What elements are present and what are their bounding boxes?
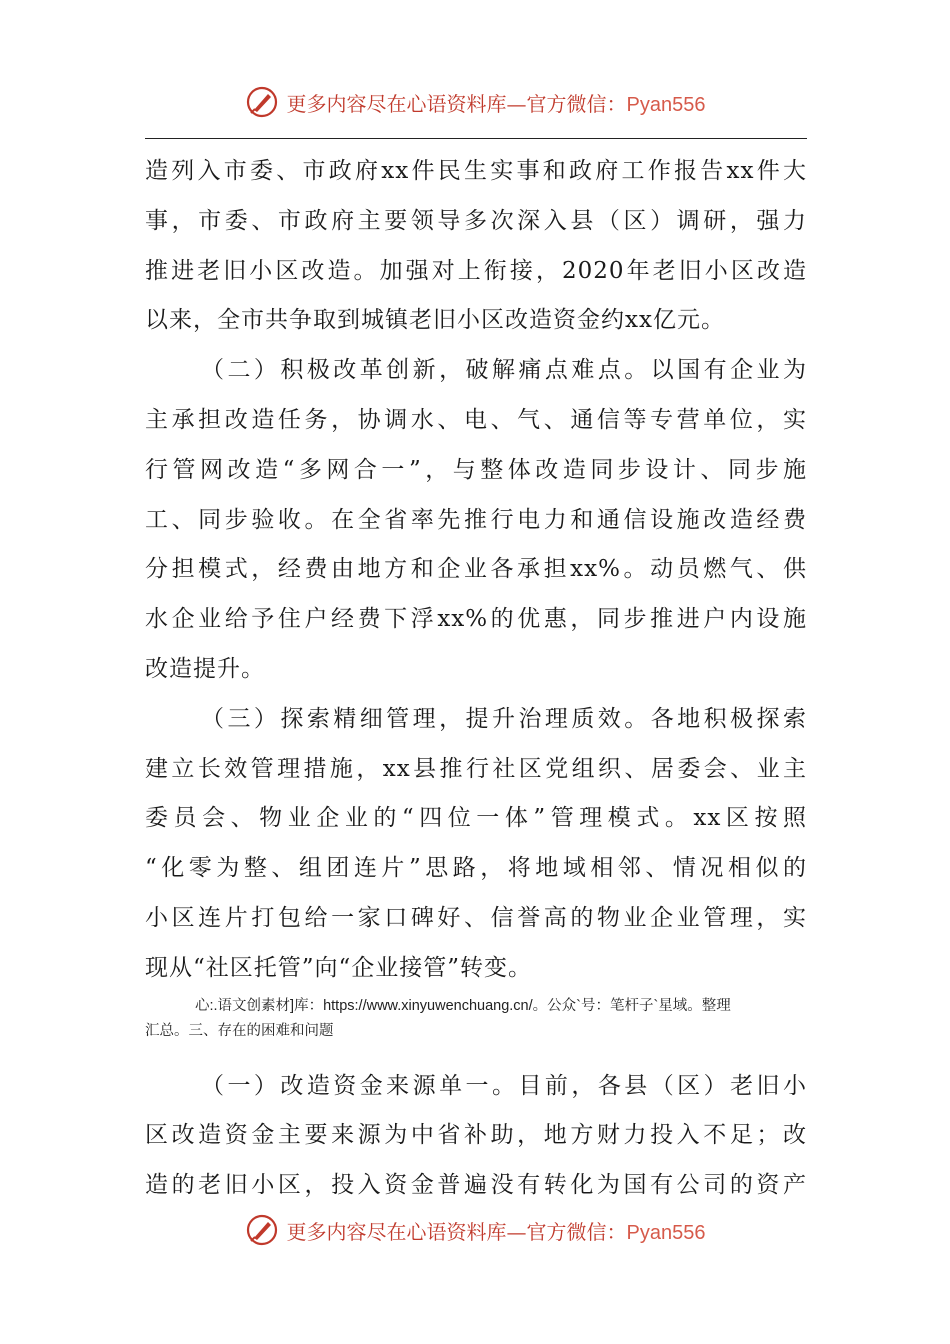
banner-wechat-id: Pyan556 — [626, 93, 706, 116]
text-line: 造列入市委、市政府xx件民生实事和政府工作报告xx件大 — [145, 158, 807, 184]
text-line: 小区连片打包给一家口碑好、信誉高的物业企业管理，实 — [145, 904, 807, 931]
header-rule — [145, 138, 807, 139]
text-line: “化零为整、组团连片”思路，将地域相邻、情况相似的 — [145, 855, 807, 882]
text-line: 工、同步验收。在全省率先推行电力和通信设施改造经费 — [145, 506, 807, 533]
pen-circle-logo-icon — [245, 85, 279, 119]
text-line: （二）积极改革创新，破解痛点难点。以国有企业为 — [201, 357, 807, 384]
text-line: 事，市委、市政府主要领导多次深入县（区）调研，强力 — [145, 207, 807, 234]
banner-wechat-text: 官方微信： — [526, 1219, 627, 1244]
banner-main-text: 更多内容尽在心语资料库 — [286, 91, 507, 116]
text-line: （一）改造资金来源单一。目前，各县（区）老旧小 — [201, 1072, 807, 1099]
paragraphs-after-note — [145, 1062, 807, 1211]
pen-circle-logo-icon — [245, 1213, 279, 1247]
header-banner — [0, 80, 950, 124]
text-line: 行管网改造“多网合一”，与整体改造同步设计、同步施 — [145, 456, 807, 483]
text-line: 推进老旧小区改造。加强对上衔接，2020年老旧小区改造 — [145, 257, 807, 284]
text-line: （三）探索精细管理，提升治理质效。各地积极探索 — [201, 705, 807, 732]
text-line: 分担模式，经费由地方和企业各承担xx%。动员燃气、供 — [145, 556, 807, 583]
banner-wechat-text: 官方微信： — [526, 91, 627, 116]
document-body — [145, 147, 807, 1211]
text-line: 主承担改造任务，协调水、电、气、通信等专营单位，实 — [145, 406, 807, 433]
banner-dash: — — [506, 91, 527, 116]
paragraphs-before-note — [145, 147, 807, 994]
text-line: 建立长效管理措施，xx县推行社区党组织、居委会、业主 — [145, 755, 807, 782]
source-note-line-2: 汇总。三、存在的困难和问题 — [145, 1022, 334, 1039]
text-line: 改造提升。 — [145, 655, 265, 682]
text-line: 区改造资金主要来源为中省补助，地方财力投入不足；改 — [145, 1122, 807, 1149]
text-line: 水企业给予住户经费下浮xx%的优惠，同步推进户内设施 — [145, 606, 807, 633]
footer-banner — [0, 1208, 950, 1252]
text-line: 现从“社区托管”向“企业接管”转变。 — [145, 954, 533, 981]
text-line: 造的老旧小区，投入资金普遍没有转化为国有公司的资产 — [145, 1172, 807, 1199]
text-line: 委员会、物业企业的“四位一体”管理模式。xx区按照 — [145, 805, 807, 832]
banner-main-text: 更多内容尽在心语资料库 — [286, 1219, 507, 1244]
text-line: 以来，全市共争取到城镇老旧小区改造资金约xx亿元。 — [145, 307, 725, 334]
banner-wechat-id: Pyan556 — [626, 1221, 706, 1244]
source-note-line-1: 心:.语文创素材]库：https://www.xinyuwenchuang.cn/。公众`号：笔杆子`星域。整理 — [195, 997, 731, 1014]
banner-dash: — — [506, 1219, 527, 1244]
